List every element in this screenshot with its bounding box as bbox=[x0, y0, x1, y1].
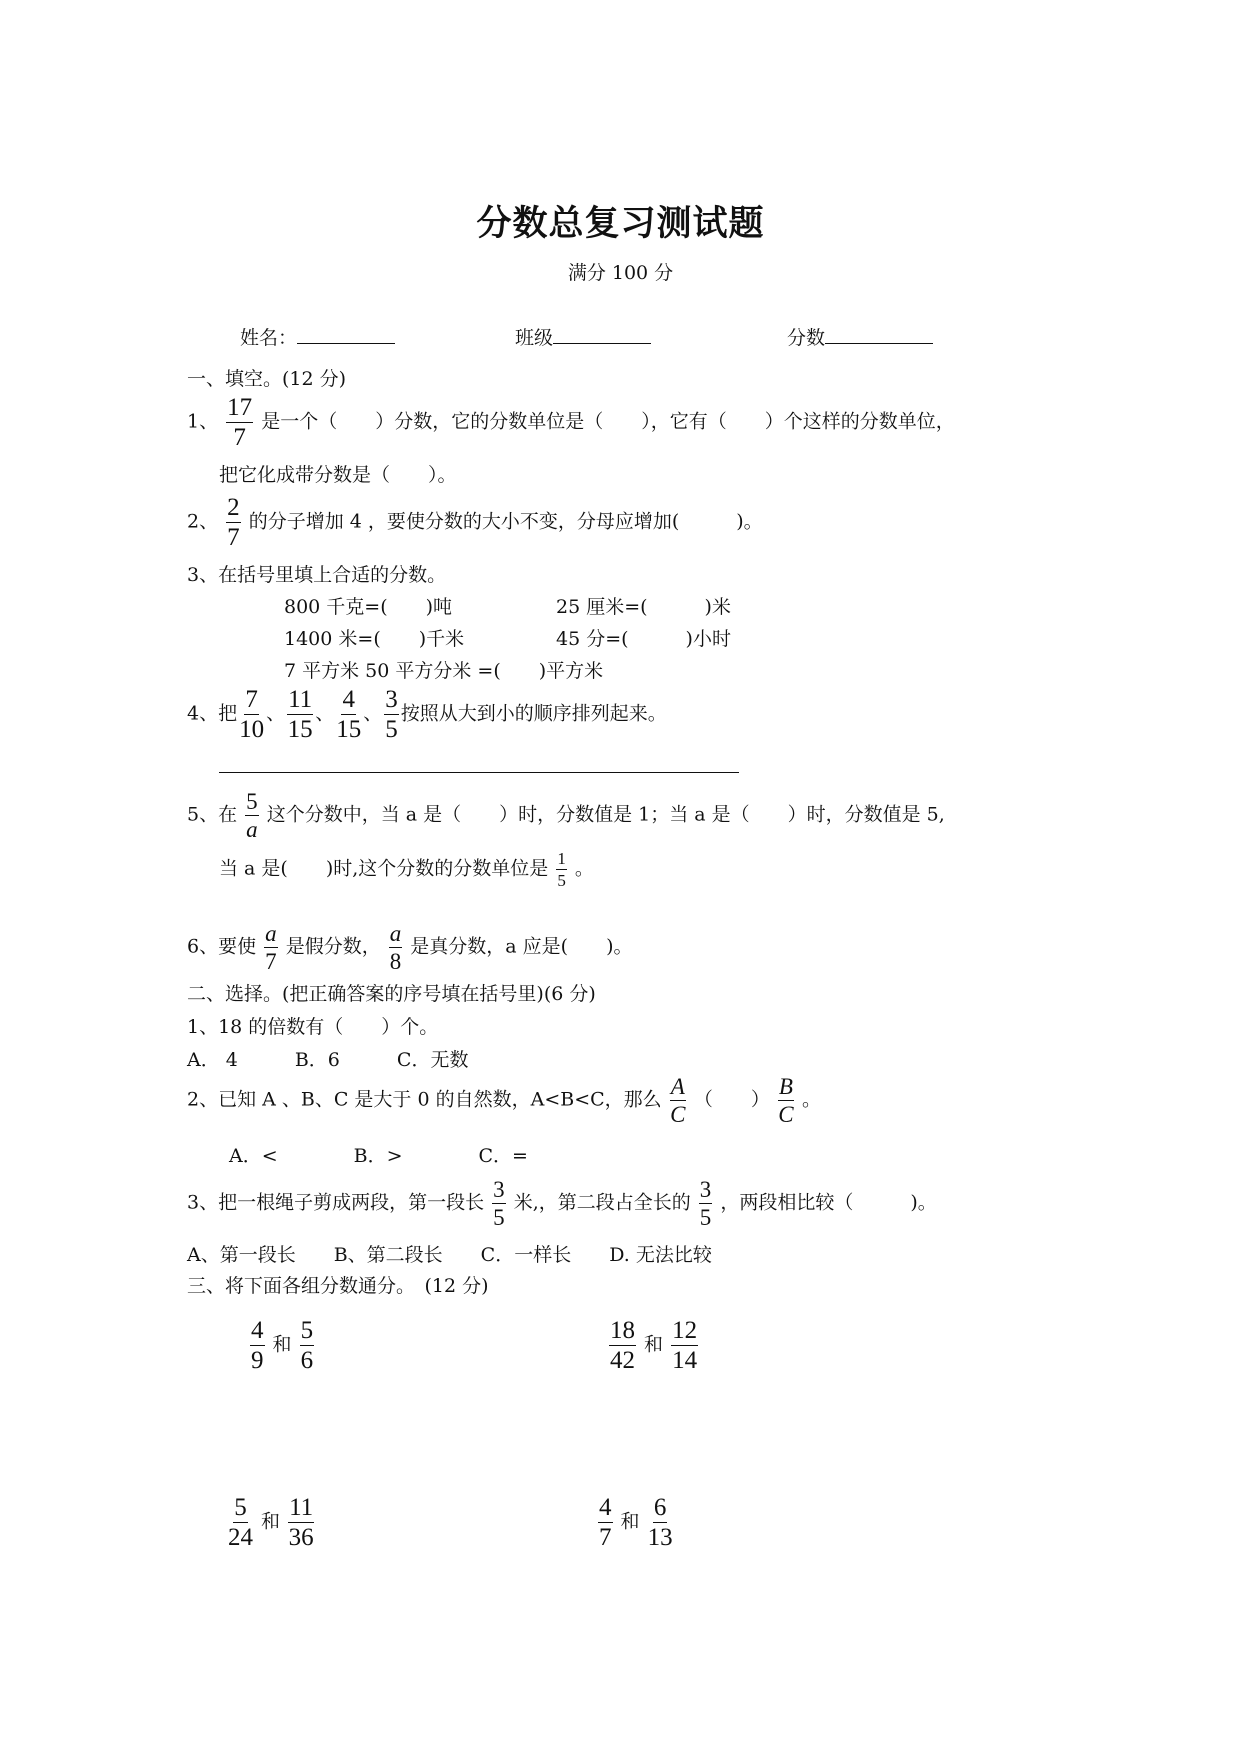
fraction-pair-1 bbox=[248, 1318, 316, 1373]
section3-heading: 三、将下面各组分数通分。 (12 分) bbox=[187, 1275, 489, 1297]
fraction: $\frac{4}{15}$ bbox=[336, 686, 362, 743]
q-text: 3、把一根绳子剪成两段，第一段长 bbox=[187, 1191, 485, 1214]
q-num: 4、把 bbox=[187, 702, 238, 725]
question-2-3-options: A、第一段长 B、第二段长 C．一样长 D. 无法比较 bbox=[187, 1244, 712, 1266]
fraction: $\frac{a}{8}$ bbox=[389, 921, 402, 974]
q-num: 2、 bbox=[187, 510, 219, 533]
question-1-3: 3、在括号里填上合适的分数。 bbox=[187, 564, 447, 586]
q-end: 。 bbox=[574, 857, 594, 880]
q3-row1-left: 800 千克=( )吨 bbox=[284, 596, 453, 618]
question-2-1: 1、18 的倍数有（ ）个。 bbox=[187, 1016, 439, 1038]
fraction: $\frac{6}{13}$ bbox=[647, 1494, 673, 1551]
q-text: 这个分数中，当 a 是（ ）时，分数值是 1；当 a 是（ ）时，分数值是 5, bbox=[266, 803, 945, 826]
fraction: $\frac{2}{7}$ bbox=[227, 494, 240, 551]
q3-row2-right: 45 分=( )小时 bbox=[556, 628, 731, 650]
q-text: 2、已知 A 、B、C 是大于 0 的自然数，A<B<C，那么 bbox=[187, 1088, 662, 1111]
fraction: $\frac{4}{9}$ bbox=[251, 1317, 264, 1374]
q-num: 6、要使 bbox=[187, 935, 257, 958]
fraction: $\frac{17}{7}$ bbox=[227, 394, 253, 451]
question-1-6 bbox=[187, 922, 633, 973]
name-blank[interactable] bbox=[297, 342, 395, 344]
question-2-3 bbox=[187, 1178, 937, 1229]
class-field[interactable] bbox=[515, 323, 651, 350]
q3-row3: 7 平方米 50 平方分米 =( )平方米 bbox=[284, 660, 604, 682]
question-2-1-options: A． 4 B．6 C．无数 bbox=[187, 1049, 469, 1071]
question-1-2 bbox=[187, 495, 763, 550]
q3-row2-left: 1400 米=( )千米 bbox=[284, 628, 465, 650]
fraction: $\frac{3}{5}$ bbox=[699, 1177, 712, 1230]
and-label: 和 bbox=[620, 1510, 640, 1533]
fraction: $\frac{3}{5}$ bbox=[493, 1177, 505, 1230]
name-label: 姓名： bbox=[240, 327, 298, 349]
fraction: $\frac{4}{7}$ bbox=[599, 1494, 612, 1551]
fraction: $\frac{18}{42}$ bbox=[610, 1317, 635, 1374]
q-text: 的分子增加 4 ，要使分数的大小不变，分母应增加( )。 bbox=[248, 510, 763, 533]
fraction: $\frac{11}{36}$ bbox=[288, 1494, 314, 1551]
and-label: 和 bbox=[272, 1333, 292, 1356]
q-mid: （ ） bbox=[693, 1088, 770, 1111]
q-end: 。 bbox=[802, 1088, 822, 1111]
fraction: $\frac{3}{5}$ bbox=[385, 686, 398, 743]
separator: 、 bbox=[315, 702, 335, 725]
q-text: ，两段相比较（ )。 bbox=[720, 1191, 937, 1214]
fraction: $\frac{5}{24}$ bbox=[228, 1494, 253, 1551]
question-1-4 bbox=[187, 687, 667, 742]
class-blank[interactable] bbox=[553, 342, 651, 344]
q4-answer-line[interactable] bbox=[219, 772, 739, 773]
score-blank[interactable] bbox=[825, 342, 933, 344]
question-1-5 bbox=[187, 790, 945, 841]
fraction: $\frac{7}{10}$ bbox=[239, 686, 265, 743]
q-text: 是一个（ ）分数，它的分数单位是（ ），它有（ ）个这样的分数单位， bbox=[261, 410, 955, 433]
q-text: 米,，第二段占全长的 bbox=[513, 1191, 691, 1214]
fraction: $\frac{B}{C}$ bbox=[778, 1074, 794, 1127]
question-2-2-options: A．< B．> C．= bbox=[229, 1145, 528, 1167]
section1-heading: 一、填空。(12 分) bbox=[187, 368, 347, 390]
fraction: $\frac{5}{a}$ bbox=[246, 789, 258, 842]
question-1-5-cont bbox=[219, 850, 594, 889]
fraction: $\frac{1}{5}$ bbox=[557, 849, 566, 890]
fraction-pair-3 bbox=[226, 1495, 316, 1550]
score-label: 分数 bbox=[787, 327, 826, 349]
fraction: $\frac{11}{15}$ bbox=[287, 686, 313, 743]
question-1-1 bbox=[187, 395, 955, 450]
separator: 、 bbox=[363, 702, 383, 725]
fraction: $\frac{5}{6}$ bbox=[300, 1317, 314, 1374]
and-label: 和 bbox=[261, 1510, 281, 1533]
q-text: 按照从大到小的顺序排列起来。 bbox=[400, 702, 667, 725]
q-text: 当 a 是( )时,这个分数的分数单位是 bbox=[219, 857, 549, 880]
q-num: 5、在 bbox=[187, 803, 238, 826]
page-title: 分数总复习测试题 bbox=[476, 203, 765, 244]
q-num: 1、 bbox=[187, 410, 219, 433]
score-field[interactable] bbox=[787, 323, 933, 350]
fraction: $\frac{A}{C}$ bbox=[670, 1074, 686, 1127]
full-score-label: 满分 100 分 bbox=[567, 262, 674, 284]
fraction-pair-4 bbox=[596, 1495, 675, 1550]
q-mid: 是假分数， bbox=[285, 935, 381, 958]
section2-heading: 二、选择。(把正确答案的序号填在括号里)(6 分) bbox=[187, 983, 596, 1005]
q-text: 是真分数，a 应是( )。 bbox=[410, 935, 633, 958]
fraction: $\frac{12}{14}$ bbox=[672, 1317, 698, 1374]
fraction-pair-2 bbox=[607, 1318, 700, 1373]
fraction: $\frac{a}{7}$ bbox=[265, 921, 277, 974]
q3-row1-right: 25 厘米=( )米 bbox=[556, 596, 731, 618]
question-1-1-cont: 把它化成带分数是（ ）。 bbox=[219, 464, 457, 486]
name-field[interactable] bbox=[240, 323, 395, 350]
question-2-2 bbox=[187, 1075, 821, 1126]
class-label: 班级 bbox=[515, 327, 554, 349]
separator: 、 bbox=[266, 702, 286, 725]
and-label: 和 bbox=[644, 1333, 664, 1356]
